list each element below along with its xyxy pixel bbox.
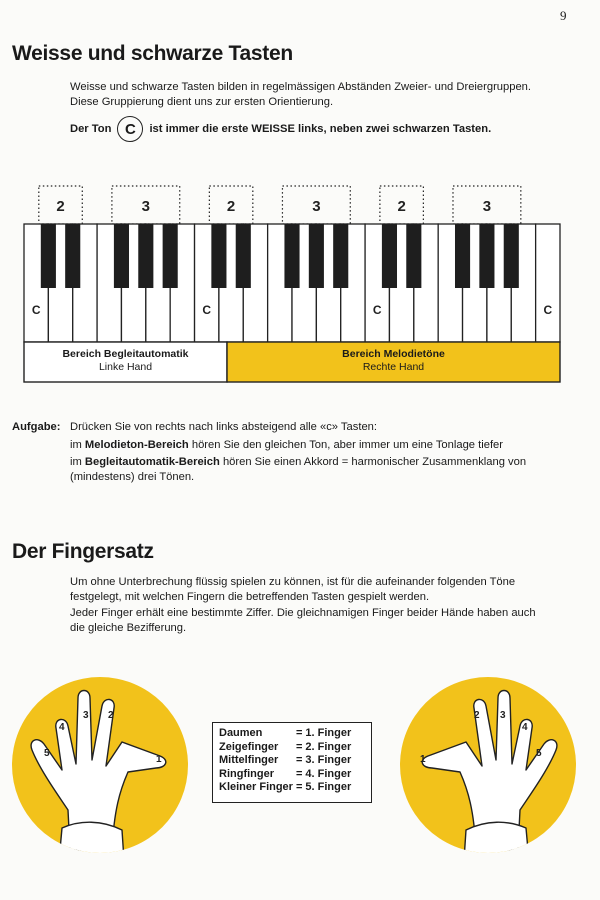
page-number: 9 — [560, 8, 567, 23]
region-right-label — [227, 348, 560, 374]
finger-name: Daumen — [219, 727, 263, 739]
black-key — [114, 224, 129, 288]
black-key — [236, 224, 251, 288]
aufgabe-im-1: im — [70, 438, 82, 451]
finger-number: 1. Finger — [305, 727, 352, 739]
fingersatz-line-1: Um ohne Unterbrechung flüssig spielen zu können, ist für die aufeinander folgenden Töne — [70, 576, 516, 588]
aufgabe-line-3 — [70, 455, 570, 470]
right-digit-1: 1 — [420, 754, 426, 765]
section-title-keys: Weisse und schwarze Tasten — [12, 42, 293, 65]
finger-eq: = — [295, 740, 303, 753]
section-title-fingersatz: Der Fingersatz — [12, 540, 154, 563]
region-right-title: Bereich Melodietöne — [342, 348, 445, 360]
finger-number: 5. Finger — [305, 781, 352, 793]
finger-row — [219, 727, 351, 741]
intro-line-2: Diese Gruppierung dient uns zur ersten Orientierung. — [70, 95, 334, 108]
region-right-sub: Rechte Hand — [362, 361, 425, 373]
right-hand-sleeve — [464, 822, 528, 860]
black-key — [309, 224, 324, 288]
finger-name: Zeigefinger — [219, 740, 279, 753]
finger-eq: = — [295, 767, 303, 780]
group-count-label: 2 — [226, 198, 236, 215]
black-key — [479, 224, 494, 288]
black-key — [504, 224, 519, 288]
finger-number: 2. Finger — [305, 740, 352, 753]
black-key — [284, 224, 299, 288]
white-key — [536, 224, 560, 342]
finger-name: Mittelfinger — [219, 754, 279, 766]
region-left-sub: Linke Hand — [98, 361, 153, 373]
left-digit-4: 4 — [59, 722, 65, 733]
black-key — [211, 224, 226, 288]
finger-row — [219, 768, 351, 782]
finger-number: 4. Finger — [305, 767, 352, 780]
fingersatz-line-3: Jeder Finger erhält eine bestimmte Ziffer. Die gleichnamigen Finger beider Hände haben auch — [70, 607, 536, 619]
finger-row — [219, 741, 351, 755]
left-digit-2: 2 — [108, 710, 114, 721]
finger-eq: = — [295, 781, 303, 793]
finger-number: 3. Finger — [305, 754, 352, 766]
c-key-label: C — [31, 303, 41, 317]
c-note-circle: C — [117, 116, 143, 142]
finger-number-table — [212, 722, 372, 803]
group-count-label: 2 — [56, 198, 65, 215]
intro-paragraph — [70, 80, 531, 109]
c-key-label: C — [543, 303, 553, 317]
black-key — [382, 224, 397, 288]
black-key — [455, 224, 470, 288]
intro-line-1: Weisse und schwarze Tasten bilden in regelmässigen Abständen Zweier- und Dreiergruppen. — [70, 81, 532, 93]
c-key-label: C — [372, 303, 382, 317]
finger-name: Ringfinger — [219, 767, 274, 780]
left-digit-3: 3 — [83, 710, 89, 721]
ton-prefix: Der Ton — [70, 123, 112, 135]
ton-suffix: ist immer die erste WEISSE links, neben zwei schwarzen Tasten. — [149, 123, 492, 135]
group-count-label: 2 — [397, 198, 406, 215]
black-key — [65, 224, 80, 288]
fingersatz-line-4: die gleiche Bezifferung. — [70, 621, 187, 634]
right-digit-5: 5 — [536, 748, 542, 759]
right-digit-2: 2 — [474, 710, 480, 721]
right-hand-illustration — [398, 670, 578, 860]
finger-eq: = — [295, 754, 303, 766]
region-left-label — [24, 348, 227, 374]
left-digit-1: 1 — [156, 754, 162, 765]
black-key — [163, 224, 178, 288]
left-hand-sleeve — [60, 822, 124, 860]
melodieton-bereich: Melodieton-Bereich — [84, 438, 189, 451]
fingersatz-paragraph — [70, 575, 536, 635]
finger-row — [219, 781, 351, 795]
aufgabe-text — [70, 420, 570, 484]
ton-c-statement — [70, 116, 491, 142]
c-key-label: C — [202, 303, 212, 317]
fingersatz-line-2: festgelegt, mit welchen Fingern die betreffenden Tasten gespielt werden. — [70, 590, 430, 603]
finger-eq: = — [295, 727, 303, 739]
right-digit-4: 4 — [522, 722, 528, 733]
left-digit-5: 5 — [44, 748, 50, 759]
group-count-label: 3 — [141, 198, 150, 215]
black-key — [406, 224, 421, 288]
aufgabe-line-1: Drücken Sie von rechts nach links absteigend alle «c» Tasten: — [70, 421, 378, 433]
aufgabe-line-2-rest: hören Sie den gleichen Ton, aber immer um eine Tonlage tiefer — [191, 438, 504, 451]
group-count-label: 3 — [482, 198, 492, 215]
aufgabe-line-4: (mindestens) drei Tönen. — [70, 470, 195, 483]
aufgabe-line-3-rest: hören Sie einen Akkord = harmonischer Zusammenklang von — [222, 456, 527, 468]
region-left-title: Bereich Begleitautomatik — [62, 348, 189, 360]
aufgabe-label: Aufgabe: — [12, 421, 61, 433]
left-hand-illustration — [10, 670, 190, 860]
finger-name: Kleiner Finger — [219, 781, 293, 793]
aufgabe-im-2: im — [70, 456, 82, 468]
aufgabe-line-2 — [70, 438, 570, 453]
black-key — [138, 224, 153, 288]
right-digit-3: 3 — [500, 710, 506, 721]
black-key — [41, 224, 56, 288]
begleitautomatik-bereich: Begleitautomatik-Bereich — [84, 456, 220, 468]
black-key — [333, 224, 348, 288]
group-count-label: 3 — [312, 198, 321, 215]
finger-row — [219, 754, 351, 768]
